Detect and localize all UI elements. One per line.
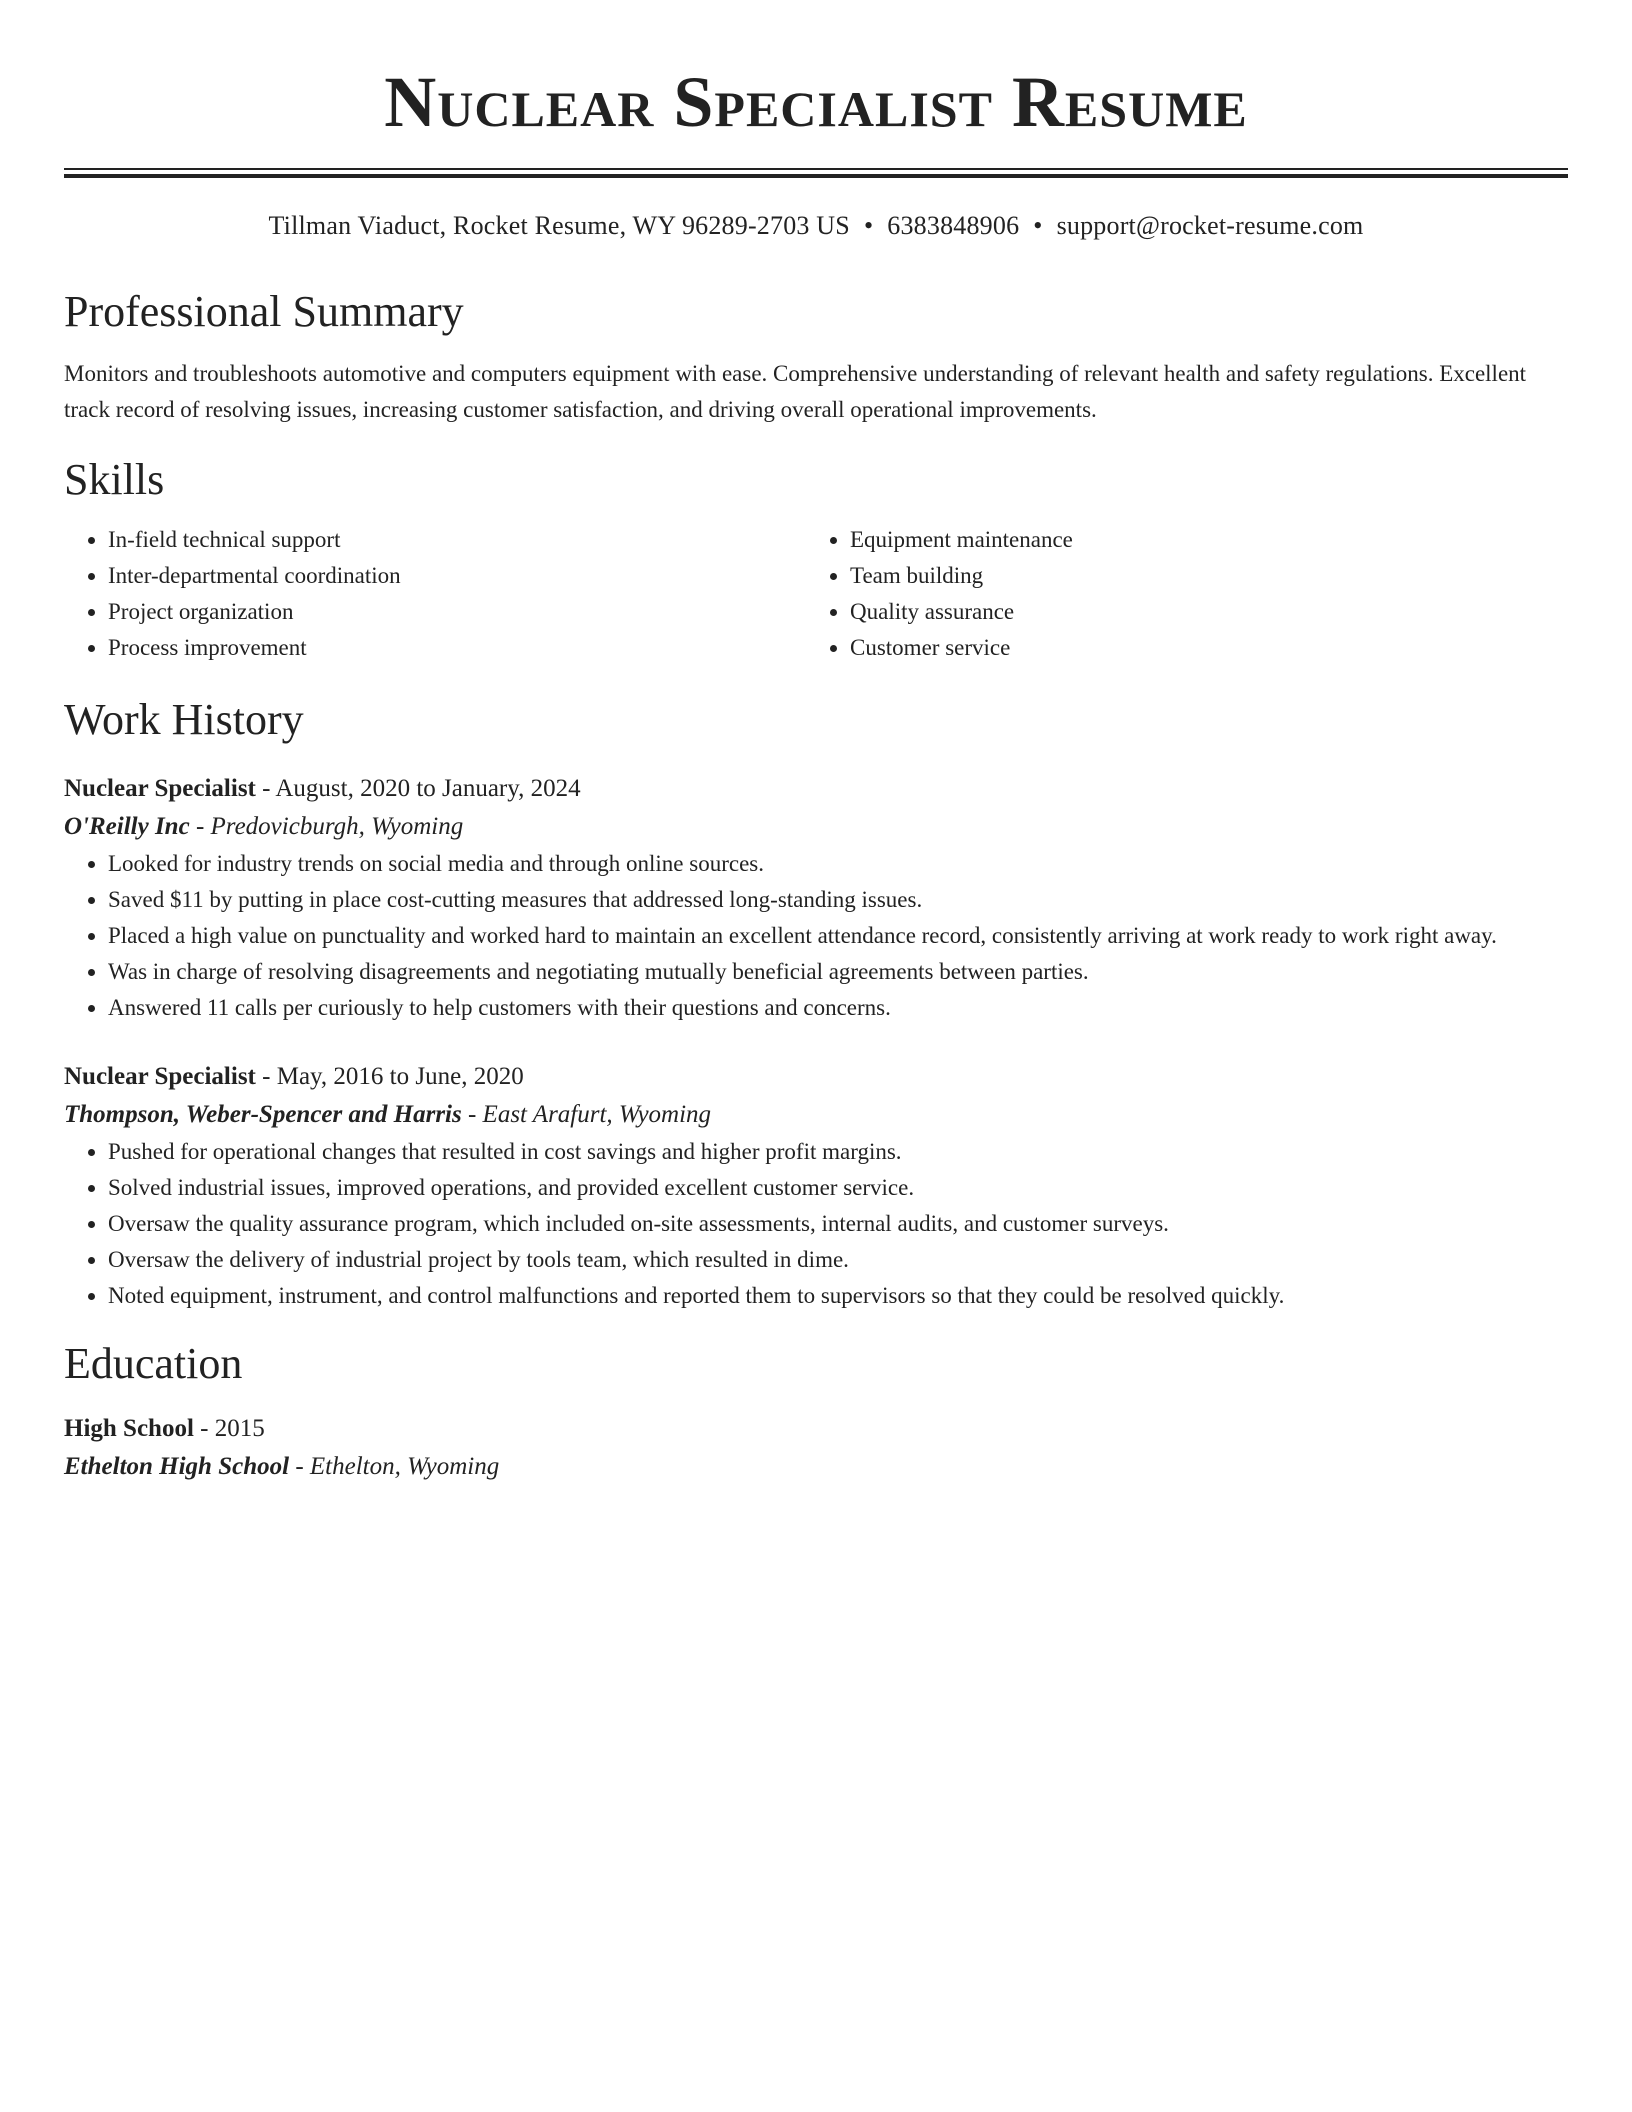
job-location: - Predovicburgh, Wyoming	[189, 813, 464, 840]
skills-right-list	[806, 522, 1548, 666]
skills-left-list	[64, 522, 806, 666]
job-entry	[64, 770, 1568, 1026]
education-header	[64, 1410, 1568, 1448]
job-dates: - August, 2020 to January, 2024	[255, 775, 581, 802]
education-section	[64, 1338, 1568, 1486]
summary-section	[64, 286, 1568, 428]
education-degree: High School	[64, 1415, 194, 1442]
education-location: - Ethelton, Wyoming	[289, 1453, 500, 1480]
job-header	[64, 770, 1568, 808]
contact-separator: •	[863, 211, 874, 240]
skill-item: • Quality assurance	[850, 594, 1548, 630]
contact-separator: •	[1033, 211, 1043, 240]
resume-title: Nuclear Specialist Resume	[384, 62, 1248, 142]
education-heading: Education	[64, 1339, 243, 1388]
job-employer-line	[64, 808, 1568, 846]
skills-section	[64, 454, 1568, 666]
title-divider	[64, 168, 1568, 178]
skills-heading: Skills	[64, 455, 165, 504]
skill-item: • Inter-departmental coordination	[108, 558, 806, 594]
contact-phone: 6383848906	[887, 211, 1020, 240]
job-bullet: • Oversaw the delivery of industrial project by tools team, which resulted in dime.	[108, 1242, 1568, 1278]
job-employer-line	[64, 1096, 1568, 1134]
skill-item: • Equipment maintenance	[850, 522, 1548, 558]
job-entry	[64, 1058, 1568, 1314]
contact-line	[64, 208, 1568, 244]
job-location: - East Arafurt, Wyoming	[461, 1101, 712, 1128]
skill-item: • In-field technical support	[108, 522, 806, 558]
job-bullet: • Saved $11 by putting in place cost-cutting measures that addressed long-standing issues.	[108, 882, 1568, 918]
job-bullet: • Pushed for operational changes that resulted in cost savings and higher profit margins.	[108, 1134, 1568, 1170]
job-bullet: • Noted equipment, instrument, and control malfunctions and reported them to supervisors so that they could be resolved quickly.	[108, 1278, 1568, 1314]
job-company: O'Reilly Inc	[64, 813, 190, 840]
job-bullet: • Placed a high value on punctuality and worked hard to maintain an excellent attendance record, consistently arriving at work ready to work right away.	[108, 918, 1568, 954]
work-history-section	[64, 694, 1568, 1314]
skill-item: • Team building	[850, 558, 1548, 594]
summary-text: Monitors and troubleshoots automotive and computers equipment with ease. Comprehensive understanding of relevant health and safety regulations. Excellent track record of resolving issues, increasing customer satisfaction, and driving overall operational improvements.	[64, 361, 1527, 422]
job-bullet-list	[64, 846, 1568, 1026]
job-bullet: • Oversaw the quality assurance program, which included on-site assessments, internal audits, and customer surveys.	[108, 1206, 1568, 1242]
education-school-line	[64, 1448, 1568, 1486]
skill-item: • Process improvement	[108, 630, 806, 666]
work-history-heading: Work History	[64, 695, 304, 744]
skills-columns	[64, 522, 1568, 666]
contact-email: support@rocket-resume.com	[1056, 211, 1364, 240]
job-bullet-list	[64, 1134, 1568, 1314]
job-title: Nuclear Specialist	[64, 1063, 256, 1090]
job-bullet: • Looked for industry trends on social media and through online sources.	[108, 846, 1568, 882]
job-company: Thompson, Weber-Spencer and Harris	[64, 1101, 462, 1128]
contact-address: Tillman Viaduct, Rocket Resume, WY 96289-2703 US	[268, 211, 850, 240]
job-bullet: • Was in charge of resolving disagreements and negotiating mutually beneficial agreements between parties.	[108, 954, 1568, 990]
job-bullet: • Answered 11 calls per curiously to help customers with their questions and concerns.	[108, 990, 1568, 1026]
job-title: Nuclear Specialist	[64, 775, 256, 802]
skill-item: • Project organization	[108, 594, 806, 630]
job-bullet: • Solved industrial issues, improved operations, and provided excellent customer service.	[108, 1170, 1568, 1206]
job-dates: - May, 2016 to June, 2020	[255, 1063, 524, 1090]
education-school: Ethelton High School	[64, 1453, 290, 1480]
education-year: - 2015	[193, 1415, 265, 1442]
skill-item: • Customer service	[850, 630, 1548, 666]
summary-heading: Professional Summary	[64, 287, 464, 336]
job-header	[64, 1058, 1568, 1096]
